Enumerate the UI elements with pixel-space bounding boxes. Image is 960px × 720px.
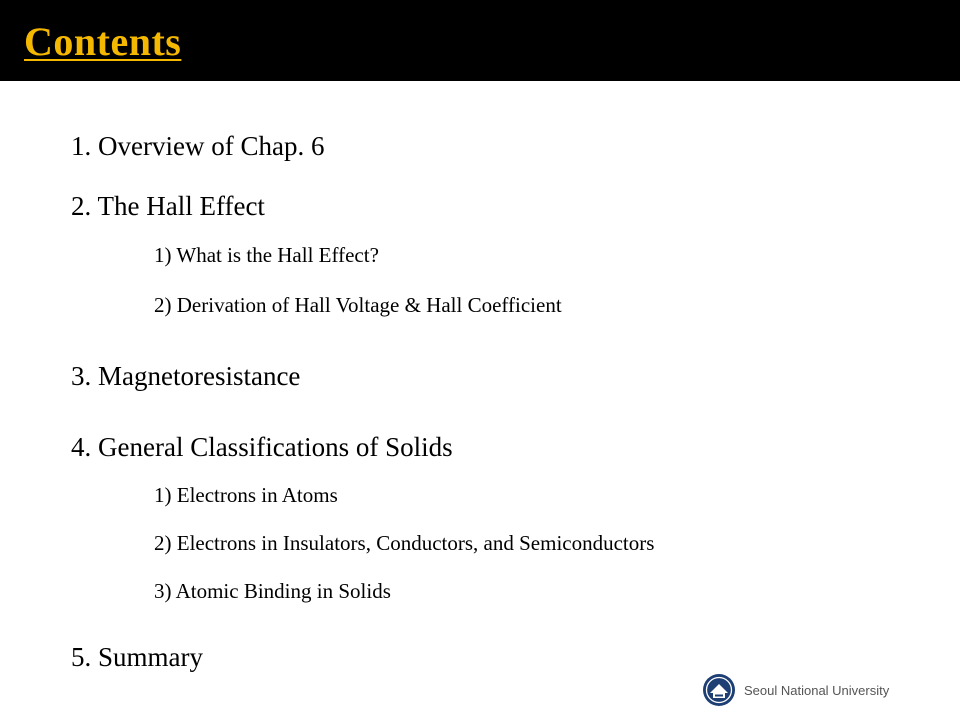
contents-item-label: General Classifications of Solids	[98, 432, 453, 462]
contents-subitem-number: 2)	[154, 531, 172, 555]
contents-subitem-2-2	[154, 292, 562, 318]
contents-item-1	[71, 130, 324, 162]
contents-subitem-label: What is the Hall Effect?	[176, 243, 379, 267]
contents-subitem-2-1	[154, 242, 379, 268]
contents-subitem-number: 1)	[154, 243, 172, 267]
contents-subitem-label: Electrons in Insulators, Conductors, and Semiconductors	[176, 531, 655, 555]
contents-item-5	[71, 641, 203, 673]
institution-name: Seoul National University	[744, 682, 890, 698]
title-bar	[0, 0, 960, 81]
contents-item-label: Summary	[98, 642, 203, 672]
contents-subitem-number: 1)	[154, 483, 172, 507]
contents-subitem-4-3	[154, 578, 391, 604]
university-emblem-icon	[702, 673, 736, 707]
contents-item-label: The Hall Effect	[97, 191, 265, 221]
contents-item-4	[71, 431, 453, 463]
contents-subitem-4-2	[154, 530, 654, 556]
footer	[702, 673, 889, 707]
contents-subitem-number: 2)	[154, 293, 172, 317]
contents-item-label: Magnetoresistance	[98, 361, 301, 391]
contents-subitem-label: Atomic Binding in Solids	[175, 579, 391, 603]
contents-item-number: 1.	[71, 131, 92, 161]
page-title: Contents	[24, 19, 182, 64]
contents-subitem-label: Derivation of Hall Voltage & Hall Coefficient	[176, 293, 562, 317]
contents-item-number: 4.	[71, 432, 92, 462]
contents-item-number: 3.	[71, 361, 92, 391]
contents-subitem-number: 3)	[154, 579, 172, 603]
contents-subitem-label: Electrons in Atoms	[176, 483, 338, 507]
contents-item-label: Overview of Chap. 6	[98, 131, 325, 161]
contents-item-2	[71, 190, 265, 222]
contents-subitem-4-1	[154, 482, 338, 508]
contents-item-3	[71, 360, 300, 392]
contents-item-number: 2.	[71, 191, 92, 221]
contents-item-number: 5.	[71, 642, 92, 672]
